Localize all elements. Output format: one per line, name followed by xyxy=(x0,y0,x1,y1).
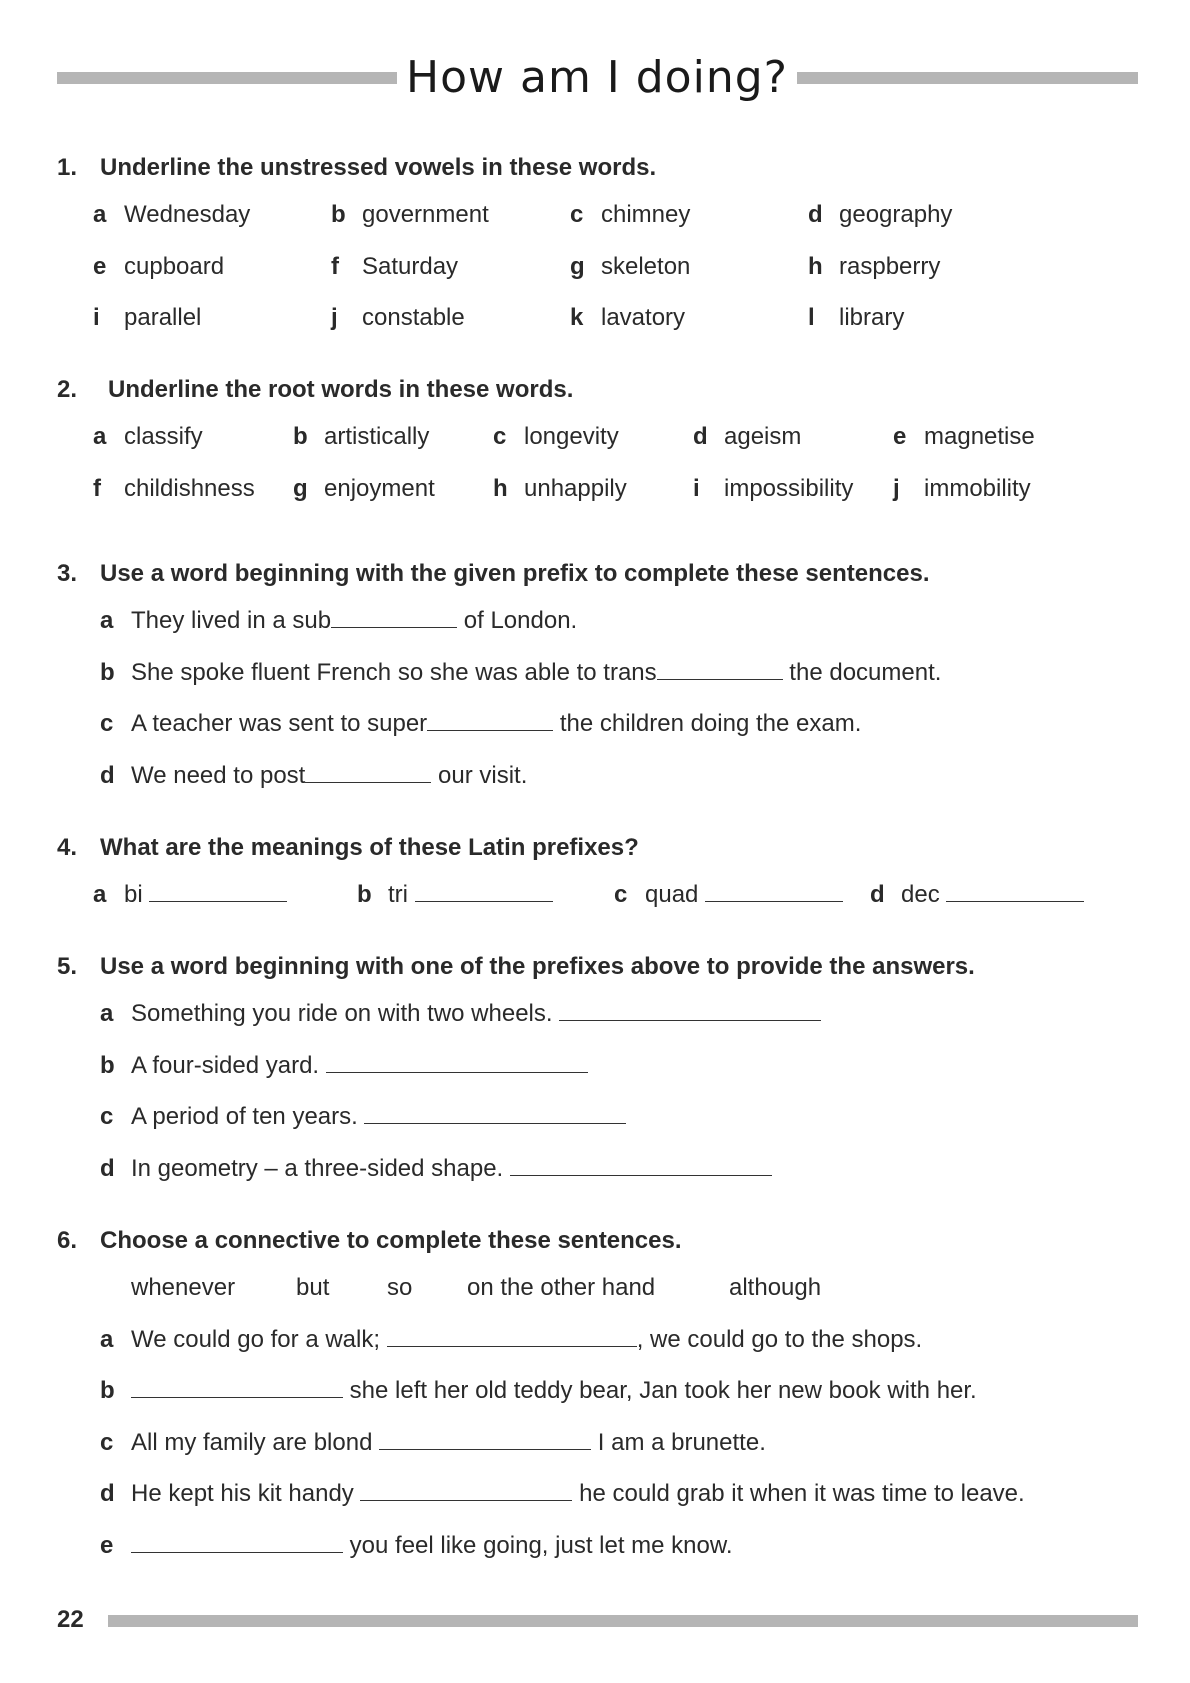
word-item xyxy=(93,411,203,462)
answer-blank[interactable] xyxy=(946,883,1084,902)
answer-item xyxy=(57,1040,1147,1092)
sentence-text: the children doing the exam. xyxy=(553,710,862,737)
sentence-text: All my family are blond xyxy=(131,1428,380,1456)
item-letter: c xyxy=(614,881,628,908)
item-letter: c xyxy=(493,423,507,450)
item-letter: e xyxy=(93,252,107,280)
item-word: lavatory xyxy=(601,304,686,331)
question-number: 4. xyxy=(57,834,78,861)
clue-text: Something you ride on with two wheels. xyxy=(131,1000,553,1027)
prefix-item xyxy=(614,869,843,920)
header-bar-left xyxy=(57,72,397,84)
footer-bar xyxy=(108,1615,1138,1627)
answer-blank[interactable] xyxy=(657,661,783,680)
answer-blank[interactable] xyxy=(131,1379,343,1398)
item-letter: b xyxy=(100,1377,115,1404)
item-letter: a xyxy=(100,1000,114,1027)
item-word: magnetise xyxy=(924,423,1035,450)
question-instruction: Choose a connective to complete these sentences. xyxy=(100,1227,682,1254)
answer-blank[interactable] xyxy=(331,609,457,628)
answer-blank[interactable] xyxy=(387,1328,637,1347)
item-letter: d xyxy=(100,1154,115,1182)
question-number: 1. xyxy=(57,154,78,181)
item-letter: b xyxy=(100,658,115,686)
answer-blank[interactable] xyxy=(379,1431,591,1450)
question-number: 2. xyxy=(57,376,78,403)
item-word: classify xyxy=(124,423,203,450)
item-letter: i xyxy=(93,304,100,331)
item-letter: a xyxy=(93,881,107,908)
item-word: chimney xyxy=(601,201,691,228)
word-item xyxy=(570,292,685,343)
question-number: 6. xyxy=(57,1227,78,1254)
item-letter: g xyxy=(570,252,585,280)
item-word: geography xyxy=(839,201,953,228)
sentence-item xyxy=(57,595,1147,647)
item-word: longevity xyxy=(524,423,619,450)
item-word: skeleton xyxy=(601,252,691,280)
prefix-text: bi xyxy=(124,881,143,908)
word-item xyxy=(893,463,1031,514)
item-word: Saturday xyxy=(362,252,459,280)
word-item xyxy=(331,241,458,292)
item-letter: h xyxy=(493,474,508,502)
item-letter: b xyxy=(293,423,308,450)
sentence-item xyxy=(57,750,1147,802)
word-item xyxy=(93,292,201,343)
sentence-item xyxy=(57,1417,1147,1469)
answer-blank[interactable] xyxy=(305,764,431,783)
sentence-text: she left her old teddy bear, Jan took her new book with her. xyxy=(343,1377,977,1404)
question-6 xyxy=(57,1224,1147,1571)
word-item xyxy=(331,189,489,240)
question-2-heading xyxy=(57,373,1147,407)
item-letter: e xyxy=(893,423,907,450)
question-number: 3. xyxy=(57,560,78,587)
word-item xyxy=(293,463,435,514)
word-item xyxy=(808,292,904,343)
word-item xyxy=(331,292,465,343)
item-letter: a xyxy=(100,607,114,634)
word-item xyxy=(570,189,690,240)
word-row xyxy=(57,241,1147,293)
item-letter: l xyxy=(808,304,815,331)
item-word: unhappily xyxy=(524,474,627,502)
page-header xyxy=(57,48,1138,108)
answer-blank[interactable] xyxy=(427,712,553,731)
word-row xyxy=(57,411,1147,463)
question-5-heading xyxy=(57,950,1147,984)
question-2 xyxy=(57,373,1147,514)
sentence-text: he could grab it when it was time to leave. xyxy=(572,1480,1025,1507)
item-letter: k xyxy=(570,304,584,331)
question-6-heading xyxy=(57,1224,1147,1258)
answer-blank[interactable] xyxy=(326,1054,588,1073)
word-item xyxy=(93,189,250,240)
item-letter: d xyxy=(808,201,823,228)
clue-text: In geometry – a three-sided shape. xyxy=(131,1154,504,1182)
sentence-item xyxy=(57,1468,1147,1520)
answer-blank[interactable] xyxy=(559,1002,821,1021)
item-word: artistically xyxy=(324,423,430,450)
item-letter: d xyxy=(870,881,885,908)
item-letter: e xyxy=(100,1531,114,1559)
answer-blank[interactable] xyxy=(364,1105,626,1124)
clue-text: A four-sided yard. xyxy=(131,1051,320,1079)
word-bank-item: but xyxy=(296,1274,330,1301)
item-word: government xyxy=(362,201,489,228)
sentence-text: of London. xyxy=(457,607,578,634)
clue-text: A period of ten years. xyxy=(131,1103,358,1130)
sentence-text: A teacher was sent to super xyxy=(131,710,428,737)
sentence-text: our visit. xyxy=(431,761,528,789)
word-item xyxy=(493,463,627,514)
answer-blank[interactable] xyxy=(415,883,553,902)
item-letter: f xyxy=(331,252,339,280)
item-word: enjoyment xyxy=(324,474,435,502)
sentence-item xyxy=(57,1365,1147,1417)
sentence-item xyxy=(57,698,1147,750)
answer-item xyxy=(57,988,1147,1040)
answer-blank[interactable] xyxy=(705,883,843,902)
question-1 xyxy=(57,151,1147,344)
item-letter: b xyxy=(100,1051,115,1079)
item-letter: c xyxy=(100,710,114,737)
question-3 xyxy=(57,557,1147,801)
item-word: cupboard xyxy=(124,252,225,280)
page-footer xyxy=(57,1605,1138,1635)
prefix-item xyxy=(870,869,1084,920)
word-bank-item: although xyxy=(729,1274,822,1301)
word-item xyxy=(293,411,429,462)
word-item xyxy=(570,241,690,292)
item-word: childishness xyxy=(124,474,255,502)
sentence-text: I am a brunette. xyxy=(591,1428,766,1456)
item-word: ageism xyxy=(724,423,802,450)
sentence-text: We could go for a walk; xyxy=(131,1325,387,1353)
item-word: library xyxy=(839,304,905,331)
answer-item xyxy=(57,1091,1147,1143)
question-3-heading xyxy=(57,557,1147,591)
item-word: constable xyxy=(362,304,465,331)
header-bar-right xyxy=(797,72,1138,84)
answer-blank[interactable] xyxy=(149,883,287,902)
item-letter: j xyxy=(893,474,900,502)
word-row xyxy=(57,463,1147,515)
item-word: parallel xyxy=(124,304,202,331)
word-item xyxy=(808,189,952,240)
answer-item xyxy=(57,1143,1147,1195)
question-instruction: Use a word beginning with the given prefix to complete these sentences. xyxy=(100,560,930,587)
item-letter: a xyxy=(93,201,107,228)
word-item xyxy=(493,411,619,462)
item-letter: a xyxy=(100,1325,114,1353)
word-item xyxy=(893,411,1035,462)
item-letter: d xyxy=(693,423,708,450)
word-item xyxy=(93,463,255,514)
item-letter: d xyxy=(100,761,115,789)
word-bank-item: whenever xyxy=(131,1274,236,1301)
word-bank-item: on the other hand xyxy=(467,1274,656,1301)
question-5 xyxy=(57,950,1147,1194)
answer-blank[interactable] xyxy=(360,1482,572,1501)
item-letter: c xyxy=(100,1103,114,1130)
item-letter: i xyxy=(693,474,700,502)
sentence-text: We need to post xyxy=(131,761,306,789)
page-title: How am I doing? xyxy=(406,52,788,103)
item-letter: b xyxy=(357,881,372,908)
sentence-text: He kept his kit handy xyxy=(131,1480,361,1507)
question-instruction: Underline the unstressed vowels in these words. xyxy=(100,154,657,181)
word-row xyxy=(57,189,1147,241)
item-letter: c xyxy=(570,201,584,228)
prefix-text: tri xyxy=(388,881,408,908)
sentence-text: They lived in a sub xyxy=(131,607,332,634)
sentence-text: , we could go to the shops. xyxy=(636,1325,923,1353)
question-instruction: Use a word beginning with one of the prefixes above to provide the answers. xyxy=(100,953,975,980)
item-letter: g xyxy=(293,474,308,502)
page-number: 22 xyxy=(57,1606,84,1633)
prefix-text: quad xyxy=(645,881,699,908)
item-word: impossibility xyxy=(724,474,854,502)
question-instruction: What are the meanings of these Latin prefixes? xyxy=(100,834,639,861)
prefix-text: dec xyxy=(901,881,940,908)
prefix-row xyxy=(57,869,1147,921)
item-letter: j xyxy=(331,304,338,331)
item-word: raspberry xyxy=(839,252,941,280)
item-letter: b xyxy=(331,201,346,228)
prefix-item xyxy=(357,869,553,920)
item-letter: d xyxy=(100,1480,115,1507)
item-word: Wednesday xyxy=(124,201,251,228)
question-instruction: Underline the root words in these words. xyxy=(108,376,574,403)
word-item xyxy=(693,463,853,514)
word-bank xyxy=(57,1262,1147,1314)
item-word: immobility xyxy=(924,474,1031,502)
question-4-heading xyxy=(57,831,1147,865)
item-letter: a xyxy=(93,423,107,450)
word-item xyxy=(808,241,940,292)
item-letter: h xyxy=(808,252,823,280)
question-number: 5. xyxy=(57,953,78,980)
question-4 xyxy=(57,831,1147,921)
question-1-heading xyxy=(57,151,1147,185)
item-letter: f xyxy=(93,474,101,502)
answer-blank[interactable] xyxy=(131,1534,343,1553)
word-bank-item: so xyxy=(387,1274,413,1301)
sentence-item xyxy=(57,1314,1147,1366)
sentence-text: you feel like going, just let me know. xyxy=(343,1531,733,1559)
item-letter: c xyxy=(100,1428,114,1456)
sentence-item xyxy=(57,647,1147,699)
prefix-item xyxy=(93,869,287,920)
answer-blank[interactable] xyxy=(510,1157,772,1176)
sentence-item xyxy=(57,1520,1147,1572)
sentence-text: the document. xyxy=(782,658,942,686)
sentence-text: She spoke fluent French so she was able to trans xyxy=(131,658,657,686)
word-item xyxy=(93,241,224,292)
word-item xyxy=(693,411,801,462)
word-row xyxy=(57,292,1147,344)
